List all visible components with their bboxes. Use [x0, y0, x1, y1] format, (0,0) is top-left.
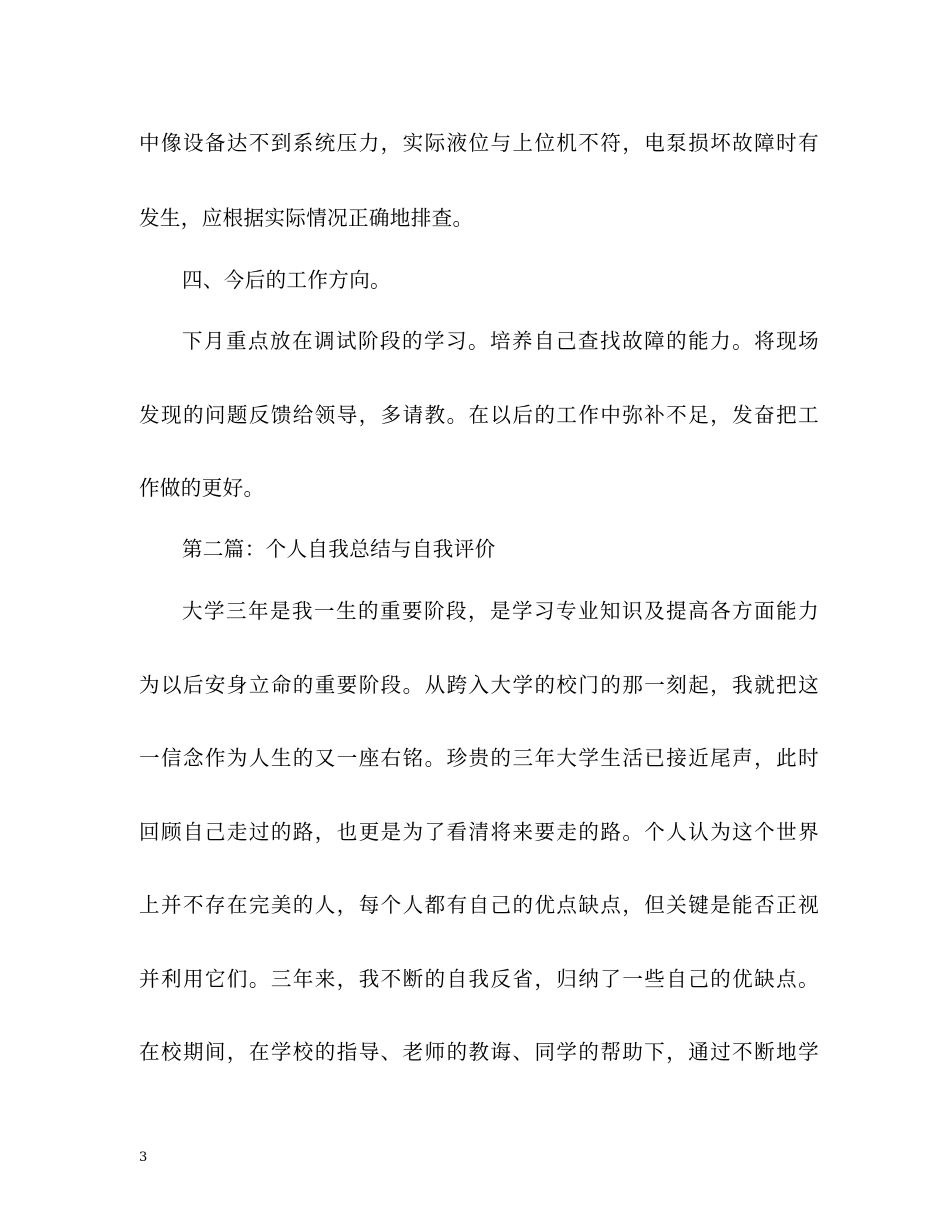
text-line-5: 发现的问题反馈给领导，多请教。在以后的工作中弥补不足，发奋把工	[139, 403, 819, 427]
section-heading-second-article: 第二篇：个人自我总结与自我评价	[182, 537, 496, 561]
text-line-14: 在校期间，在学校的指导、老师的教诲、同学的帮助下，通过不断地学	[139, 1040, 819, 1064]
text-line-1: 中像设备达不到系统压力，实际液位与上位机不符，电泵损坏故障时有	[139, 131, 819, 155]
page-number: 3	[139, 1150, 148, 1165]
text-line-2: 发生，应根据实际情况正确地排查。	[139, 206, 474, 230]
text-line-8: 大学三年是我一生的重要阶段，是学习专业知识及提高各方面能力	[182, 599, 819, 623]
text-line-6: 作做的更好。	[139, 476, 265, 500]
text-line-9: 为以后安身立命的重要阶段。从跨入大学的校门的那一刻起，我就把这	[139, 673, 819, 697]
text-line-12: 上并不存在完美的人，每个人都有自己的优点缺点，但关键是能否正视	[139, 893, 819, 917]
text-line-4: 下月重点放在调试阶段的学习。培养自己查找故障的能力。将现场	[182, 329, 819, 353]
section-heading-future-direction: 四、今后的工作方向。	[182, 268, 391, 292]
text-line-13: 并利用它们。三年来，我不断的自我反省，归纳了一些自己的优缺点。	[139, 967, 819, 991]
text-line-10: 一信念作为人生的又一座右铭。珍贵的三年大学生活已接近尾声，此时	[139, 746, 819, 770]
text-line-11: 回顾自己走过的路，也更是为了看清将来要走的路。个人认为这个世界	[139, 820, 819, 844]
